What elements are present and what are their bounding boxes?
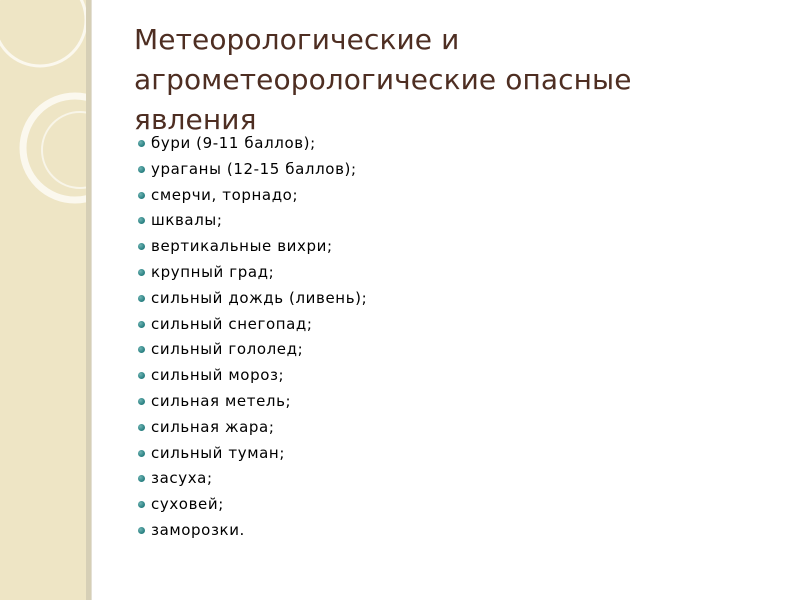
hazard-list (136, 131, 367, 544)
list-item (136, 337, 367, 363)
bullet-icon (138, 501, 145, 508)
list-item-text: шквалы; (151, 211, 223, 230)
bullet-icon (138, 295, 145, 302)
bullet-icon (138, 321, 145, 328)
list-item (136, 466, 367, 492)
list-item (136, 492, 367, 518)
list-item (136, 389, 367, 415)
list-item-text: вертикальные вихри; (151, 237, 333, 256)
list-item-text: бури (9-11 баллов); (151, 134, 316, 152)
list-item-text: сильный мороз; (151, 366, 285, 385)
bullet-icon (138, 398, 145, 405)
list-item (136, 260, 367, 286)
list-item-text: сильный дождь (ливень); (151, 288, 368, 307)
list-item-text: ураганы (12-15 баллов); (151, 159, 357, 178)
list-item (136, 131, 367, 157)
bullet-icon (138, 269, 145, 276)
list-item-text: сильный туман; (151, 443, 285, 462)
list-item (136, 363, 367, 389)
bullet-icon (138, 140, 145, 147)
list-item (136, 157, 367, 183)
list-item-text: смерчи, торнадо; (151, 185, 299, 204)
list-item-text: крупный град; (151, 262, 275, 281)
decorative-edge-line (91, 0, 92, 600)
list-item-text: сильная жара; (151, 417, 275, 436)
list-item (136, 441, 367, 467)
decorative-side-panel (0, 0, 86, 600)
bullet-icon (138, 424, 145, 431)
slide-title: Метеорологические и агрометеорологические опасные явления (134, 23, 632, 136)
list-item-text: засуха; (151, 469, 213, 488)
bullet-icon (138, 372, 145, 379)
list-item-text: заморозки. (151, 520, 245, 539)
list-item-text: сильная метель; (151, 391, 292, 410)
list-item (136, 208, 367, 234)
list-item-text: суховей; (151, 495, 224, 514)
bullet-icon (138, 475, 145, 482)
bullet-icon (138, 166, 145, 173)
bullet-icon (138, 217, 145, 224)
bullet-icon (138, 346, 145, 353)
bullet-icon (138, 450, 145, 457)
list-item (136, 183, 367, 209)
list-item (136, 518, 367, 544)
list-item-text: сильный снегопад; (151, 314, 313, 333)
list-item (136, 312, 367, 338)
bullet-icon (138, 243, 145, 250)
list-item-text: сильный гололед; (151, 340, 304, 359)
list-item (136, 286, 367, 312)
bullet-icon (138, 192, 145, 199)
list-item (136, 234, 367, 260)
decorative-rings (0, 0, 86, 600)
list-item (136, 415, 367, 441)
bullet-icon (138, 527, 145, 534)
